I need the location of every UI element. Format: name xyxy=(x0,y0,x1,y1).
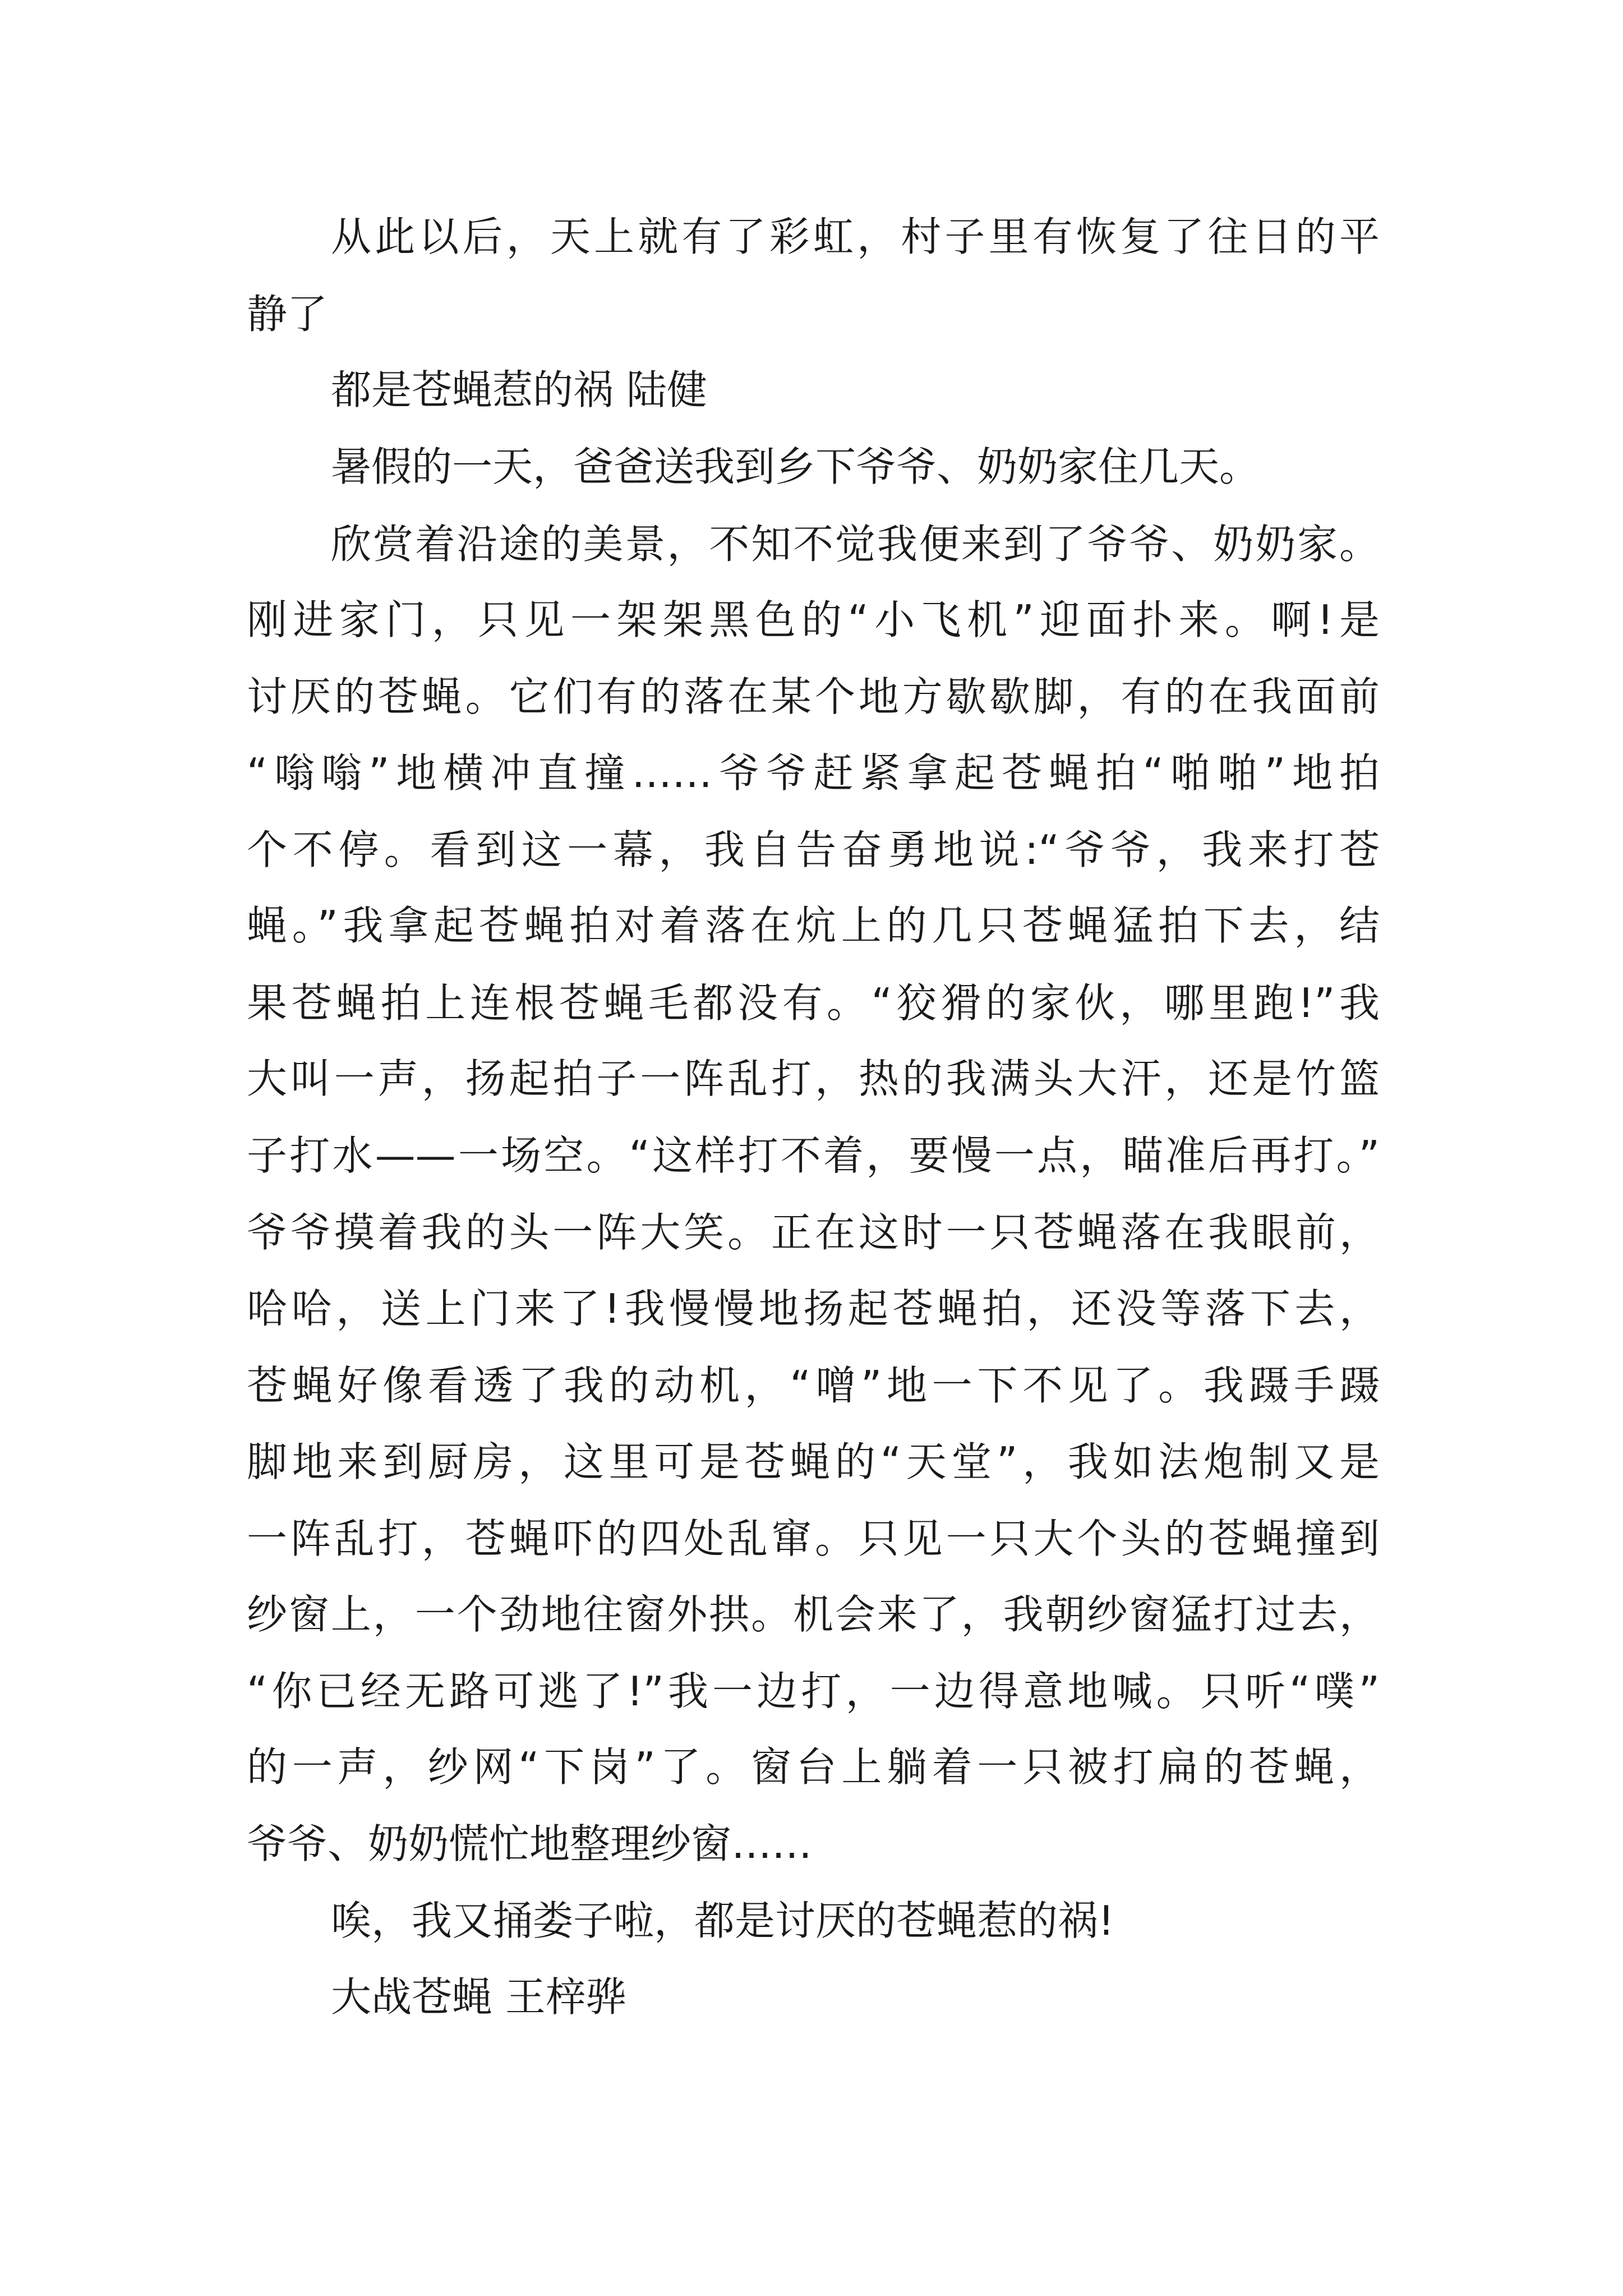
text-line: 大叫一声，扬起拍子一阵乱打，热的我满头大汗，还是竹篮 xyxy=(247,1055,1380,1102)
text-line: 爷爷摸着我的头一阵大笑。正在这时一只苍蝇落在我眼前， xyxy=(247,1209,1380,1256)
text-line: 的一声，纱网“下岗”了。窗台上躺着一只被打扁的苍蝇， xyxy=(247,1743,1380,1791)
text-line: 暑假的一天，爸爸送我到乡下爷爷、奶奶家住几天。 xyxy=(331,443,1260,490)
section-title: 大战苍蝇 王梓骅 xyxy=(331,1973,626,2021)
text-line: 唉，我又捅娄子啦，都是讨厌的苍蝇惹的祸! xyxy=(331,1897,1114,1944)
text-line: 静了 xyxy=(247,291,328,338)
text-line: 从此以后，天上就有了彩虹，村子里有恢复了往日的平 xyxy=(331,213,1380,260)
text-line: 一阵乱打，苍蝇吓的四处乱窜。只见一只大个头的苍蝇撞到 xyxy=(247,1515,1380,1562)
text-line: “嗡嗡”地横冲直撞……爷爷赶紧拿起苍蝇拍“啪啪”地拍 xyxy=(247,749,1380,797)
text-line: 苍蝇好像看透了我的动机，“噌”地一下不见了。我蹑手蹑 xyxy=(247,1362,1380,1409)
text-line: 讨厌的苍蝇。它们有的落在某个地方歇歇脚，有的在我面前 xyxy=(247,673,1380,720)
text-line: 脚地来到厨房，这里可是苍蝇的“天堂”，我如法炮制又是 xyxy=(247,1438,1380,1485)
text-line: 欣赏着沿途的美景，不知不觉我便来到了爷爷、奶奶家。 xyxy=(331,521,1380,568)
text-line: 纱窗上，一个劲地往窗外拱。机会来了，我朝纱窗猛打过去， xyxy=(247,1591,1380,1638)
text-line: 爷爷、奶奶慌忙地整理纱窗…… xyxy=(247,1820,813,1867)
section-title: 都是苍蝇惹的祸 陆健 xyxy=(331,366,707,413)
text-line: 哈哈，送上门来了!我慢慢地扬起苍蝇拍，还没等落下去， xyxy=(247,1285,1380,1332)
text-line: 果苍蝇拍上连根苍蝇毛都没有。“狡猾的家伙，哪里跑!”我 xyxy=(247,979,1380,1027)
text-line: 蝇。”我拿起苍蝇拍对着落在炕上的几只苍蝇猛拍下去，结 xyxy=(247,902,1380,949)
text-line: “你已经无路可逃了!”我一边打，一边得意地喊。只听“噗” xyxy=(247,1668,1380,1715)
text-line: 子打水——一场空。“这样打不着，要慢一点，瞄准后再打。” xyxy=(247,1132,1380,1179)
text-line: 刚进家门，只见一架架黑色的“小飞机”迎面扑来。啊!是 xyxy=(247,596,1380,643)
text-line: 个不停。看到这一幕，我自告奋勇地说:“爷爷，我来打苍 xyxy=(247,826,1380,873)
